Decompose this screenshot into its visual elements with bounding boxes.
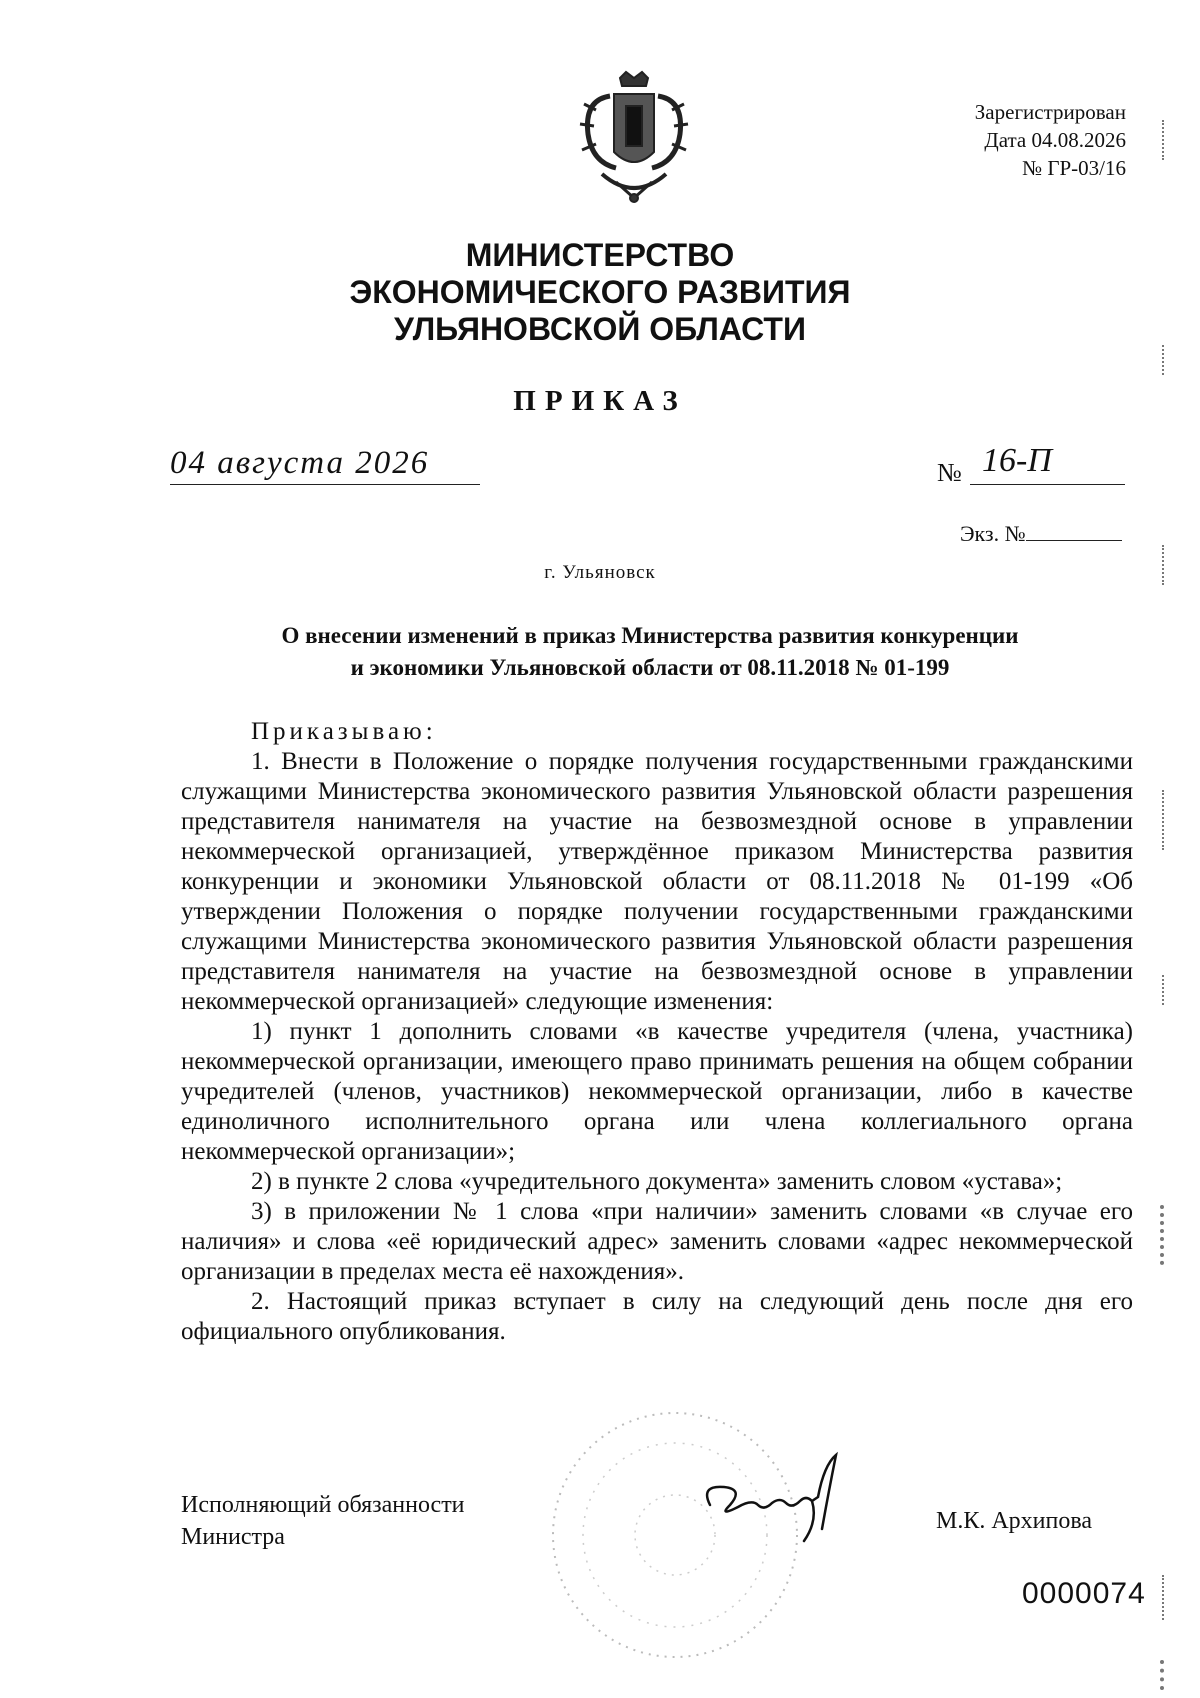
order-number-handwritten: 16-П (982, 442, 1052, 479)
date-underline (170, 484, 480, 485)
paragraph-1-item-3: 3) в приложении № 1 слова «при наличии» заменить словами «в случае его наличия» и слова «её юридический адрес» заменить словами «адрес некоммерческой организации в пределах места её нахождения». (181, 1198, 1133, 1285)
registration-date: Дата 04.08.2026 (984, 128, 1126, 152)
order-number-label: № (937, 458, 962, 487)
number-underline (970, 484, 1125, 485)
handwritten-signature (700, 1445, 850, 1545)
copy-number-label: Экз. № (960, 521, 1026, 546)
registration-block (975, 98, 1126, 182)
paragraph-1-item-1: 1) пункт 1 дополнить словами «в качестве учредителя (члена, участника) некоммерческой организации, имеющего право принимать решения на общем собрании учредителей (членов, участников) некоммерческой организации, либо в качестве единоличного исполнительного органа или члена коллегиального органа некоммерческой организации»; (181, 1018, 1133, 1165)
registration-status: Зарегистрирован (974, 100, 1126, 124)
paragraph-1: 1. Внести в Положение о порядке получения государственными гражданскими служащими Министерства экономического развития Ульяновской области разрешения представителя нанимателя на участие на безвозмездной основе в управлении некоммерческой организацией, утверждённое приказом Министерства развития конкуренции и экономики Ульяновской области от 08.11.2018 № 01-199 «Об утверждении Положения о порядке получении государственными гражданскими служащими Министерства экономического развития Ульяновской области разрешения представителя нанимателя на участие на безвозмездной основе в управлении некоммерческой организацией» следующие изменения: (181, 748, 1133, 1015)
ministry-line-1: МИНИСТЕРСТВО (465, 237, 735, 273)
copy-number-blank (1026, 520, 1122, 541)
order-title: ПРИКАЗ (513, 385, 687, 417)
scan-edge-mark (1160, 1660, 1170, 1690)
ministry-line-3: УЛЬЯНОВСКОЙ ОБЛАСТИ (394, 311, 806, 347)
order-body (181, 717, 1133, 1347)
order-heading (200, 620, 1100, 684)
serial-number: 0000074 (1022, 1577, 1146, 1610)
scan-edge-mark (1162, 545, 1170, 585)
paragraph-2: 2. Настоящий приказ вступает в силу на следующий день после дня его официального опубликования. (181, 1288, 1133, 1345)
position-line-1: Исполняющий обязанности (181, 1492, 465, 1518)
ministry-line-2: ЭКОНОМИЧЕСКОГО РАЗВИТИЯ (349, 274, 851, 310)
position-line-2: Министра (181, 1524, 285, 1550)
scan-edge-mark (1162, 790, 1170, 850)
scan-edge-mark (1162, 975, 1170, 1005)
city: г. Ульяновск (544, 562, 656, 583)
signatory-name: М.К. Архипова (936, 1508, 1093, 1534)
scan-edge-mark (1162, 1575, 1170, 1620)
copy-number (960, 520, 1122, 547)
heading-line-2: и экономики Ульяновской области от 08.11.2018 № 01-199 (350, 655, 950, 680)
scan-edge-mark (1160, 1205, 1170, 1265)
ministry-name (0, 237, 1200, 348)
registration-number: № ГР-03/16 (1022, 156, 1126, 180)
order-date-handwritten: 04 августа 2026 (170, 445, 430, 481)
coat-of-arms-icon (576, 70, 692, 208)
order-intro: Приказываю: (251, 718, 437, 745)
scan-edge-mark (1162, 345, 1170, 375)
heading-line-1: О внесении изменений в приказ Министерства развития конкуренции (281, 623, 1019, 648)
scan-edge-mark (1162, 120, 1170, 160)
signatory-position (181, 1489, 465, 1553)
paragraph-1-item-2: 2) в пункте 2 слова «учредительного документа» заменить словом «устава»; (251, 1168, 1063, 1195)
